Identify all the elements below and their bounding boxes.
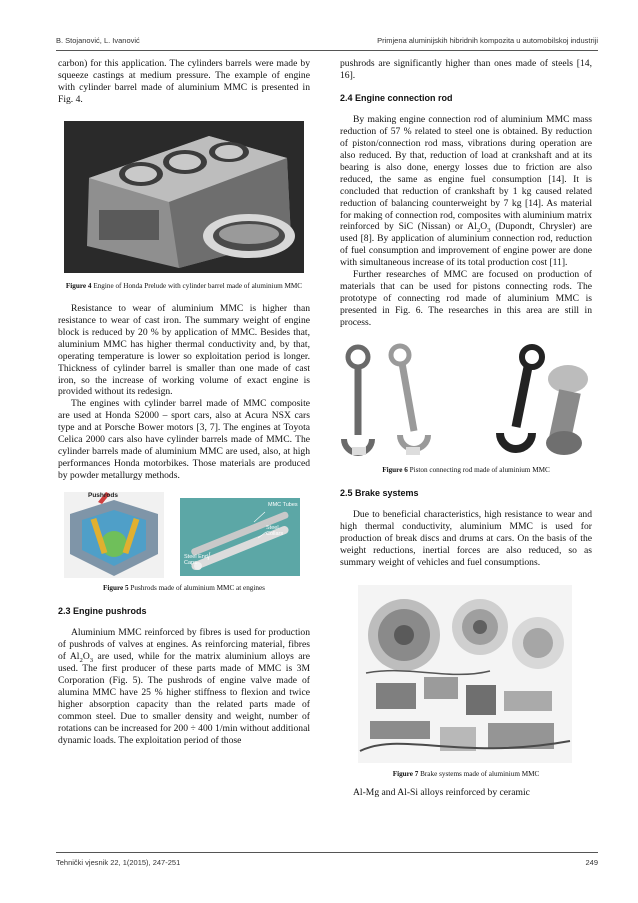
label-steel-end-caps: Steel End Caps — [184, 554, 208, 567]
figure-4-caption — [58, 282, 310, 291]
footer-journal: Tehnički vjesnik 22, 1(2015), 247-251 — [56, 858, 181, 867]
figure-5 — [58, 492, 310, 593]
right-column — [340, 58, 592, 799]
header-authors: B. Stojanović, L. Ivanović — [56, 36, 140, 45]
figure-5-caption — [58, 584, 310, 593]
label-pushrods: Pushrods — [88, 492, 118, 500]
figure-label: Figure 4 — [65, 281, 92, 290]
left-column — [58, 58, 310, 747]
caption-text: Pushrods made of aluminium MMC at engines — [130, 584, 265, 593]
brake-systems-photo — [340, 581, 590, 767]
paragraph: Further researches of MMC are focused on production of materials that can be used for pistons connecting rods. The prototype of connecting rod made of aluminium MMC is presented in Fig. 6. The researches in this area are still in process. — [340, 269, 592, 329]
figure-label: Figure 5 — [103, 584, 129, 593]
figure-label: Figure 7 — [392, 769, 419, 778]
paragraph: The engines with cylinder barrel made of MMC composite are used at Honda S2000 – sport cars, also at Acura NSX cars type and at Porsche Bower motors [3, 7]. The engines at Toyota Celica 2000 cars also have cylinder barrels made of MMC. The cylinder barrels made of aluminium MMC are used, also, at high performances Honda motorbikes. Those materials are produced by powder metallurgy methods. — [58, 398, 310, 482]
header-rule — [56, 50, 598, 51]
paragraph: Due to beneficial characteristics, high resistance to wear and high thermal conductivity, aluminium MMC is used for production of break discs and drums at cars. On the basis of the weight reductions, inertial forces are also reduced, so as summary weight of vehicles and fuel consumptions. — [340, 509, 592, 568]
section-heading: 2.5 Brake systems — [340, 488, 419, 499]
footer-rule — [56, 852, 598, 853]
figure-7 — [340, 581, 592, 779]
header-running-title: Primjena aluminijskih hibridnih kompozita u automobilskoj industriji — [377, 36, 598, 45]
running-header — [56, 36, 598, 48]
paragraph: Resistance to wear of aluminium MMC is higher than resistance to wear of cast iron. The summary weight of engine block is reduced by 20 % by application of MMC. Besides that, aluminium MMC has higher thermal conductivity and, by that, operating temperature is lower so exploitation period is longer. Thickness of cylinder barrel is smaller than one made of cast iron, so the increase of working volume of exact engine is provided without its redesign. — [58, 302, 310, 398]
figure-6-caption — [340, 466, 592, 475]
figure-label: Figure 6 — [382, 466, 408, 475]
figure-4 — [58, 118, 310, 291]
caption-text: Engine of Honda Prelude with cylinder barrel made of aluminium MMC — [93, 281, 303, 290]
engine-block-photo — [59, 118, 309, 276]
paragraph: Aluminium MMC reinforced by fibres is used for production of pushrods of valves at engines. As reinforcing material, fibres of $Al_2O_3$ are used, while for the matrix aluminium alloys are used. The first producer of these parts made of MMC is 3M Corporation (Fig. 5). The pushrods of engine valve made of alumina MMC have 25 % higher stiffness to flexion and twice higher absorption capacity than the related parts made of common steel. Due to smaller density and weight, number of rotations can be increased for 200 ÷ 400 1/min without additional dynamic loads. The exploitation period of those — [58, 627, 310, 746]
label-mmc-tubes: MMC Tubes — [268, 502, 298, 509]
figure-7-caption — [340, 770, 592, 779]
section-heading: 2.4 Engine connection rod — [340, 92, 453, 103]
paragraph: Al-Mg and Al-Si alloys reinforced by ceramic — [353, 786, 530, 798]
figure-6 — [340, 335, 592, 475]
page-number: 249 — [585, 858, 598, 867]
caption-text: Brake systems made of aluminium MMC — [420, 769, 540, 778]
paragraph: pushrods are significantly higher than ones made of steels [14, 16]. — [340, 58, 592, 81]
label-steel-collars: Steel Collars — [266, 525, 284, 538]
page-footer — [56, 858, 598, 870]
paragraph: carbon) for this application. The cylinders barrels were made by squeeze castings at medium pressure. The example of engine with cylinder barrel made of aluminium MMC is presented in Fig. 4. — [58, 58, 310, 105]
connecting-rods-photo — [340, 335, 590, 463]
section-heading: 2.3 Engine pushrods — [58, 606, 147, 617]
paragraph: By making engine connection rod of aluminium MMC mass reduction of 57 % related to steel one is obtained. By reduction of piston/connection rod mass, vibrations during operation are also reduced. By that, reduction of load at crankshaft and at its bearing is also done, energy losses due to friction are also reduced, the same as engine fuel consumption [14]. It is concluded that reduction of crankshaft by 1 kg caused related reduction of balancing counterweight by 7 kg [14]. As material for making of connection rod, composites with aluminium matrix reinforced by SiC (Nissan) or $Al_2O_3$ (Dupondt, Chrysler) are used [8]. By application of aluminium connection rod, reduction of fuel consumption and improvement of engine power are done with simultaneous increase of its total production cost [11]. — [340, 113, 593, 269]
caption-text: Piston connecting rod made of aluminium MMC — [409, 466, 550, 475]
